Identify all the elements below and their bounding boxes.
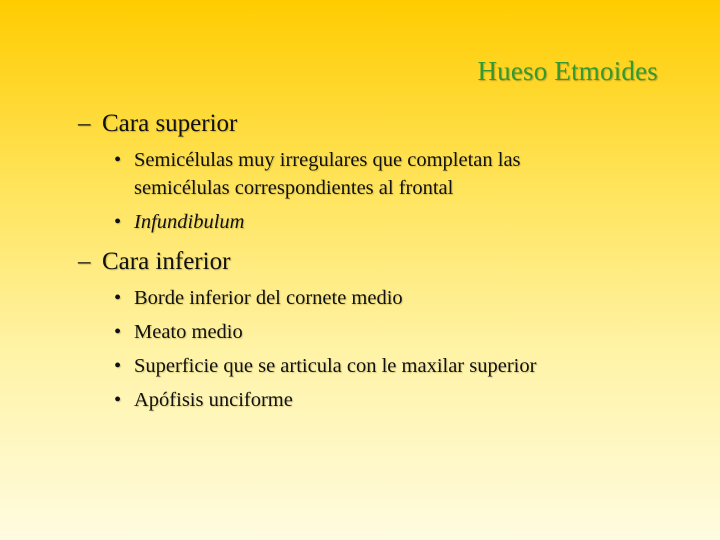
bullet-icon: • <box>114 211 122 233</box>
bullet-item <box>114 352 674 380</box>
bullet-icon: • <box>114 355 122 377</box>
bullet-text: Superficie que se articula con le maxilar superior <box>134 355 537 377</box>
bullet-text: Borde inferior del cornete medio <box>134 287 403 309</box>
bullet-text: Meato medio <box>134 321 243 343</box>
bullet-item <box>114 386 674 414</box>
bullet-item <box>114 318 674 346</box>
section-heading-label: Cara inferior <box>102 248 231 275</box>
slide-title: Hueso Etmoides <box>477 56 658 86</box>
bullet-item <box>114 146 614 202</box>
bullet-item <box>114 208 614 236</box>
bullet-icon: • <box>114 149 122 171</box>
bullet-icon: • <box>114 287 122 309</box>
bullet-icon: • <box>114 389 122 411</box>
bullet-text: Semicélulas muy irregulares que completan las semicélulas correspondientes al frontal <box>134 149 521 199</box>
bullet-item <box>114 284 674 312</box>
bullet-list-cara-superior <box>114 146 614 242</box>
bullet-text: Infundibulum <box>134 211 245 233</box>
section-heading-label: Cara superior <box>102 110 238 137</box>
section-heading-cara-superior <box>78 110 237 138</box>
section-heading-cara-inferior <box>78 248 230 276</box>
dash-marker: – <box>78 248 91 275</box>
bullet-text: Apófisis unciforme <box>134 389 293 411</box>
bullet-icon: • <box>114 321 122 343</box>
dash-marker: – <box>78 110 91 137</box>
bullet-list-cara-inferior <box>114 284 674 420</box>
